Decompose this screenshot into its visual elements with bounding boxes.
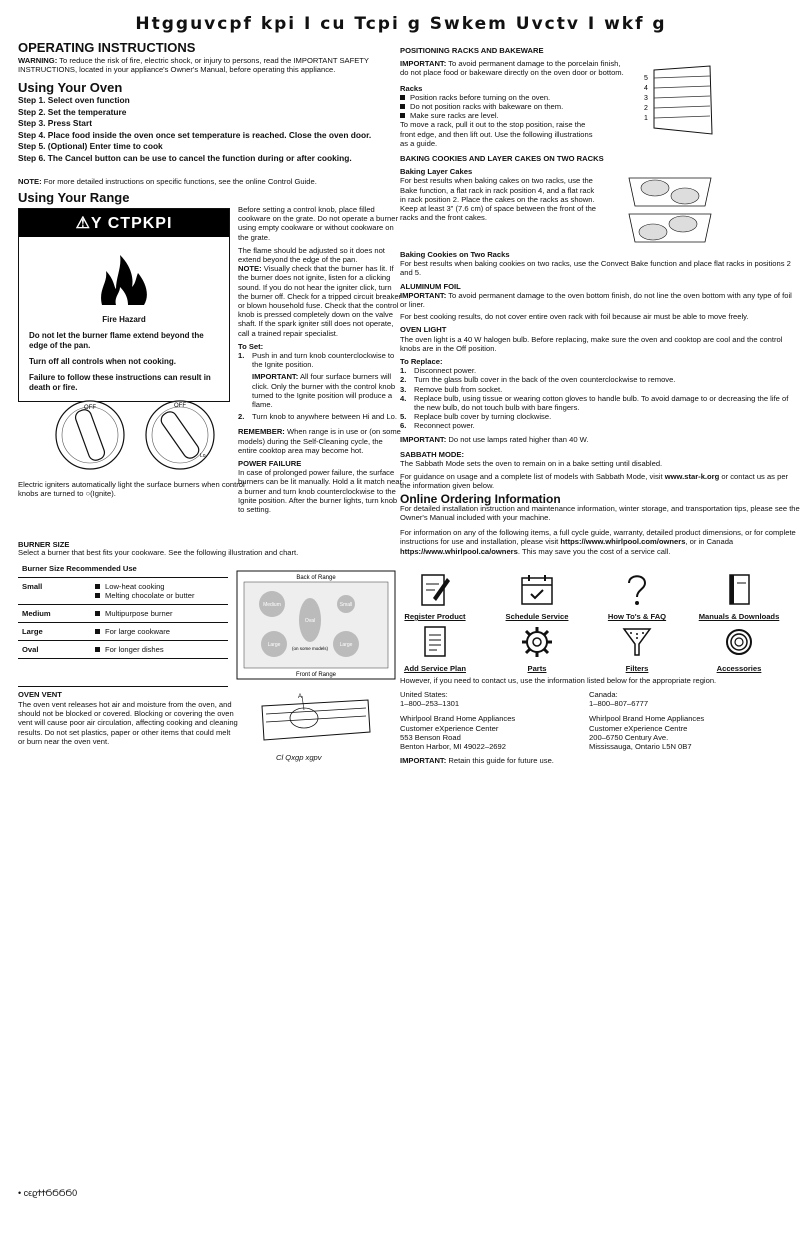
positioning-racks-heading: POSITIONING RACKS AND BAKEWARE	[400, 46, 544, 55]
table-row: Small Low-heat cooking Melting chocolate or butter	[18, 578, 228, 605]
using-your-oven-heading: Using Your Oven	[18, 80, 123, 95]
knob-left-label: OFF	[84, 405, 96, 411]
retain-guide-note: IMPORTANT: Retain this guide for future use.	[400, 756, 554, 765]
racks-important: IMPORTANT: To avoid permanent damage to the porcelain finish, do not place food or bakeware directly on the oven door or bottom.	[400, 59, 624, 78]
warning-header: ⚠Y CTPKPI	[19, 209, 229, 237]
vent-caption: Cl Qxgp xgpv	[276, 753, 322, 762]
medium-burner-label: Medium	[263, 602, 281, 608]
list-item: 1. Push in and turn knob counterclockwise to the Ignite position. IMPORTANT: All four surface burners will click. Only the burner with the control knob turned to the Ignite position will produce a flame.	[238, 351, 396, 410]
step-3: Step 3. Press Start	[18, 118, 93, 128]
small-burner-label: Small	[339, 602, 353, 608]
foil-text: For best cooking results, do not cover entire oven rack with foil because air must be able to move freely.	[400, 312, 749, 322]
divider	[18, 686, 228, 687]
oven-steps	[18, 95, 413, 164]
back-of-range-label: Back of Range	[296, 575, 336, 581]
table-header: Burner Size Recommended Use	[18, 560, 228, 578]
knob-left-icon	[56, 401, 124, 469]
pencil-paper-icon	[419, 572, 451, 608]
oven-light-text: The oven light is a 40 W halogen bulb. Before replacing, make sure the oven and cooktop are cool and the control knobs are in the Off position.	[400, 334, 783, 353]
book-icon	[725, 572, 753, 608]
fire-warning-line-2: Turn off all controls when not cooking.	[29, 357, 176, 366]
burner-size-table	[18, 560, 228, 659]
online-ordering-heading: Online Ordering Information	[400, 491, 561, 506]
register-product-link[interactable]: Register Product	[390, 572, 480, 621]
grate-paragraph: Before setting a control knob, place filled cookware on the grate. Do not operate a burner using empty cookware or without cookware on the grate.	[238, 205, 398, 242]
online-ordering-text: For detailed installation instruction and maintenance information, winter storage, and transportation tips, please see the Owner's Manual included with your machine.	[400, 503, 800, 523]
fire-icon	[94, 249, 154, 309]
table-row: Medium Multipurpose burner	[18, 605, 228, 623]
oven-vent-text: The oven vent releases hot air and moisture from the oven, and should not be blocked or covered. Blocking or covering the oven vent will cause poor air circulation, affecting cooking and cleaning results. Do not set plastics, paper or other items that could melt or burn near the oven vent.	[18, 700, 238, 746]
schedule-service-link[interactable]: Schedule Service	[492, 572, 582, 621]
canada-phone: 1–800–807–6777	[589, 699, 649, 709]
fire-warning-box	[18, 208, 230, 402]
rack-number: 3	[644, 95, 648, 102]
fire-warning-line-3: Failure to follow these instructions can result in death or fire.	[29, 373, 211, 392]
list-item: Position racks before turning on the oven.	[400, 93, 630, 102]
right-lower-section	[400, 246, 800, 556]
warning-triangle-icon: ⚠	[75, 215, 91, 232]
knob-right-label: OFF	[174, 403, 186, 409]
middle-column	[238, 205, 403, 514]
cord-icon	[721, 624, 757, 660]
whirlpool-ca-link[interactable]: https://www.whirlpool.ca/owners	[400, 546, 518, 556]
front-of-range-label: Front of Range	[295, 672, 337, 678]
vent-figure-letter: A	[298, 694, 303, 700]
power-failure-heading: POWER FAILURE	[238, 459, 302, 469]
oven-racks-illustration	[640, 64, 716, 140]
rack-number: 4	[644, 85, 648, 92]
footer-part-number: • ϲϵϱϮϮϬϬϬϬ0	[18, 1188, 78, 1198]
step-1: Step 1. Select oven function	[18, 95, 130, 105]
to-replace-heading: To Replace:	[400, 357, 443, 367]
list-item: Make sure racks are level.	[400, 111, 630, 120]
to-set-heading: To Set:	[238, 341, 264, 351]
star-k-link[interactable]: www.star-k.org	[664, 472, 720, 482]
list-item: 2. Turn knob to anywhere between Hi and Lo.	[238, 412, 397, 422]
manuals-downloads-link[interactable]: Manuals & Downloads	[694, 572, 784, 621]
add-service-plan-link[interactable]: Add Service Plan	[390, 624, 480, 673]
list-item: 3. Remove bulb from socket.	[400, 384, 503, 394]
info-paragraph: For information on any of the following items, a full cycle guide, warranty, detailed product dimensions, or for complete instructions for use and installation, please visit https://www.whirlpool.com/owners, or in Canada https://www.whirlpool.ca/owners. This may save you the cost of a service call.	[400, 528, 796, 556]
layer-cakes-heading: Baking Layer Cakes	[400, 167, 473, 177]
us-phone: 1–800–253–1301	[400, 699, 460, 709]
racks-section	[400, 46, 630, 222]
fire-warning-line-1: Do not let the burner flame extend beyond the edge of the pan.	[29, 331, 204, 350]
sabbath-text: The Sabbath Mode sets the oven to remain on in a bake setting until disabled.	[400, 459, 663, 469]
step-4: Step 4. Place food inside the oven once set temperature is reached. Close the oven door.	[18, 129, 372, 140]
burner-size-text: Select a burner that best fits your cookware. See the following illustration and chart.	[18, 548, 299, 557]
racks-heading: Racks	[400, 83, 423, 93]
operating-instructions-heading: OPERATING INSTRUCTIONS	[18, 40, 196, 55]
sabbath-heading: SABBATH MODE:	[400, 449, 464, 459]
contact-text: However, if you need to contact us, use the information listed below for the appropriate region.	[400, 676, 717, 685]
large-burner-right-label: Large	[339, 642, 353, 648]
control-knobs-illustration	[50, 395, 230, 475]
racks-text: To move a rack, pull it out to the stop position, raise the front edge, and then lift out. Use the following illustrations as a guide.	[400, 120, 593, 148]
list-item: Do not position racks with bakeware on them.	[400, 102, 630, 111]
list-item: 1. Disconnect power.	[400, 366, 477, 376]
layer-cakes-text: For best results when baking cakes on two racks, use the Bake function, a flat rack in rack position 4, and a flat rack in rack position 2. Place the cakes on the racks as shown. Keep at least 3" (7.6 cm) of space between the front of the racks and the front cakes.	[400, 176, 597, 223]
list-item: 2. Turn the glass bulb cover in the back of the oven counterclockwise to remove.	[400, 375, 676, 385]
oval-burner-label: Oval	[304, 618, 316, 624]
oven-light-heading: OVEN LIGHT	[400, 325, 447, 335]
how-tos-faq-link[interactable]: How To's & FAQ	[592, 572, 682, 621]
sabbath-guidance: For guidance on usage and a complete list of models with Sabbath Mode, visit www.star-k.org or contact us as per the information given below.	[400, 472, 789, 491]
cakes-on-racks-illustration	[625, 170, 715, 250]
question-mark-icon	[623, 572, 651, 608]
burner-size-heading: BURNER SIZE	[18, 540, 70, 549]
flame-paragraph: The flame should be adjusted so it does not extend beyond the edge of the pan.	[238, 245, 385, 265]
burner-note: NOTE: Visually check that the burner has lit. If the burner does not ignite, listen for a clicking sound. If you do not hear the igniter click, turn the burner off. Check for a tripped circuit breaker or blown household fuse. Check that the control knob is pressed completely down on the valve shaft. If the spark igniter still does not operate, call a trained repair specialist.	[238, 264, 402, 338]
aluminum-foil-heading: ALUMINUM FOIL	[400, 281, 461, 291]
racks-list	[400, 93, 630, 121]
replace-steps	[400, 366, 800, 430]
list-item: 6. Reconnect power.	[400, 421, 475, 431]
step-2: Step 2. Set the temperature	[18, 106, 127, 117]
oven-note: NOTE: For more detailed instructions on specific functions, see the online Control Guide.	[18, 177, 317, 186]
table-row: Oval For longer dishes	[18, 641, 228, 659]
filters-link[interactable]: Filters	[592, 624, 682, 673]
power-failure-text: In case of prolonged power failure, the surface burners can be lit manually. Hold a lit match near a burner and turn knob counterclockwise to the Ignite position. After the burner lights, turn knob to setting.	[238, 468, 403, 515]
rack-number: 1	[644, 115, 648, 122]
accessories-link[interactable]: Accessories	[694, 624, 784, 673]
step-5: Step 5. (Optional) Enter time to cook	[18, 141, 163, 151]
whirlpool-us-link[interactable]: https://www.whirlpool.com/owners	[560, 537, 686, 547]
us-contact: United States: 1–800–253–1301 Whirlpool Brand Home Appliances Customer eXperience Center 553 Benson Road Benton Harbor, MI 49022–2692	[400, 690, 580, 751]
foil-important: IMPORTANT: To avoid permanent damage to the oven bottom finish, do not line the oven bottom with any type of foil or liner.	[400, 290, 792, 310]
knob-right-lo-label: Lo	[200, 453, 206, 459]
ignite-symbol-icon: ○	[85, 489, 91, 499]
baking-cookies-heading: Baking Cookies on Two Racks	[400, 250, 510, 259]
using-your-range-heading: Using Your Range	[18, 190, 130, 205]
on-some-models-label: (on some models)	[291, 646, 329, 651]
large-burner-left-label: Large	[267, 642, 281, 648]
to-set-steps	[238, 351, 403, 421]
baking-cookies-text: For best results when baking cookies on two racks, use the Convect Bake function and place flat racks in positions 2 and 5.	[400, 259, 791, 278]
parts-link[interactable]: Parts	[492, 624, 582, 673]
rack-number: 2	[644, 105, 648, 112]
table-row: Large For large cookware	[18, 623, 228, 641]
gear-icon	[519, 624, 555, 660]
oven-vent-heading: OVEN VENT	[18, 690, 62, 699]
oven-vent-illustration	[256, 692, 376, 752]
light-important: IMPORTANT: Do not use lamps rated higher than 40 W.	[400, 434, 589, 444]
igniters-text: Electric igniters automatically light the surface burners when control knobs are turned to ○(Ignite).	[18, 480, 245, 499]
baking-heading: BAKING COOKIES AND LAYER CAKES ON TWO RACKS	[400, 154, 604, 164]
document-icon	[421, 624, 449, 660]
step-6: Step 6. The Cancel button can be use to cancel the function during or after cooking.	[18, 152, 352, 163]
calendar-icon	[519, 572, 555, 608]
warning-paragraph: WARNING: To reduce the risk of fire, electric shock, or injury to persons, read the IMPORTANT SAFETY INSTRUCTIONS, located in your appliance's Owner's Manual, before operating this appliance.	[18, 56, 369, 75]
list-item: 4. Replace bulb, using tissue or wearing cotton gloves to handle bulb. To avoid damage to or decreasing the life of the new bulb, do not touch bulb with bare fingers.	[400, 393, 789, 413]
remember-paragraph: REMEMBER: When range is in use or (on some models) during the Self-Cleaning cycle, the entire cooktop area may become hot.	[238, 427, 401, 455]
cooktop-diagram	[236, 570, 396, 680]
rack-number: 5	[644, 75, 648, 82]
fire-hazard-title: Fire Hazard	[102, 315, 146, 324]
canada-contact: Canada: 1–800–807–6777 Whirlpool Brand Home Appliances Customer eXperience Centre 200–6750 Century Ave. Mississauga, Ontario L5N 0B7	[589, 690, 789, 751]
list-item: 5. Replace bulb cover by turning clockwise.	[400, 412, 552, 422]
filter-icon	[621, 624, 653, 660]
page-title: Htgguvcpf kpi I cu Tcpi g Swkem Uvctv I wkf g	[135, 14, 667, 34]
